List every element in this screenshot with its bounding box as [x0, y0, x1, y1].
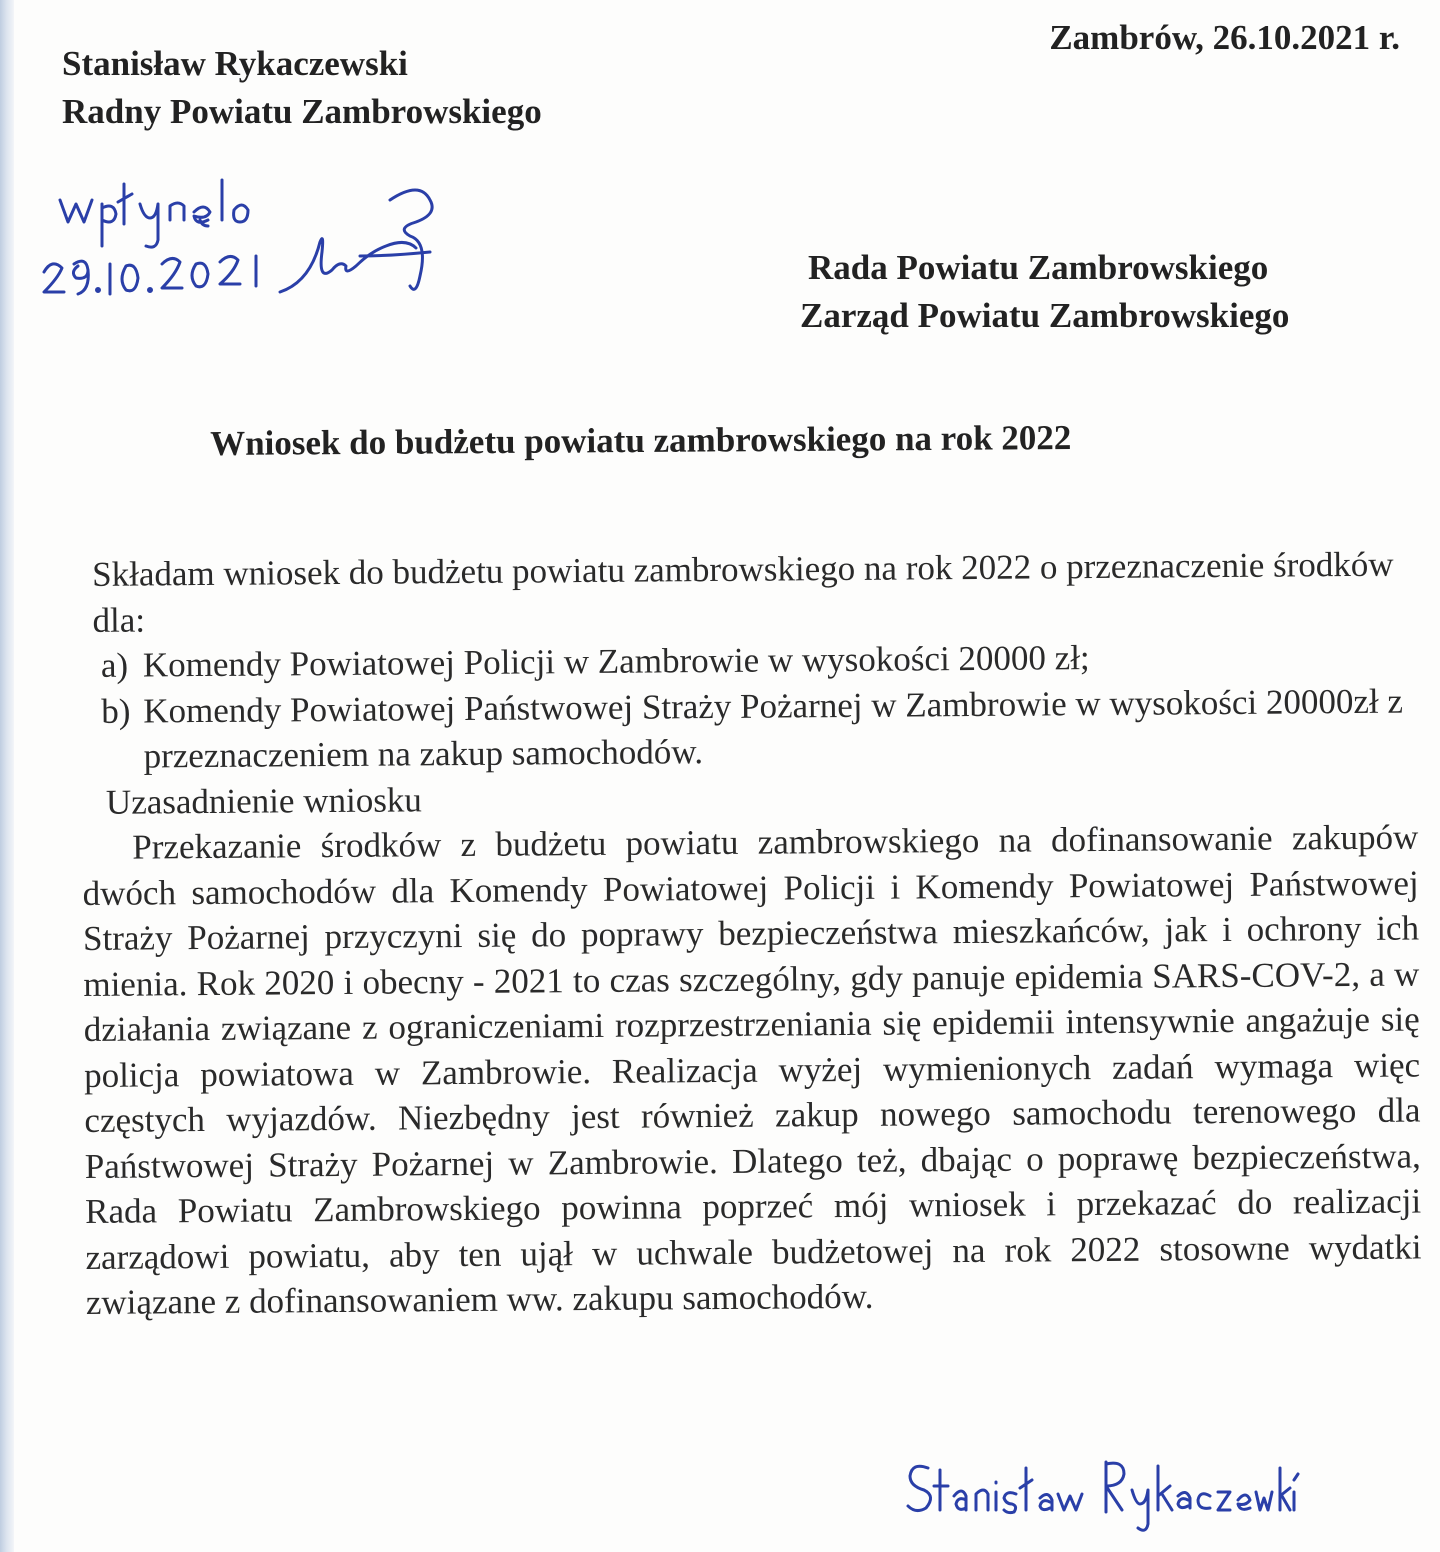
document-title: Wniosek do budżetu powiatu zambrowskiego na rok 2022: [210, 417, 1072, 463]
sender-block: [62, 40, 542, 136]
justification-paragraph: Przekazanie środków z budżetu powiatu zambrowskiego na dofinansowanie zakupów dwóch samochodów dla Komendy Powiatowej Policji i Komendy Powiatowej Państwowej Straży Pożarnej przyczyni się do poprawy bezpieczeństwa mieszkańców, jak i ochrony ich mienia. Rok 2020 i obecny - 2021 to czas szczególny, gdy panuje epidemia SARS-COV-2, a w działania związane z ograniczeniami rozprzestrzeniania się epidemii intensywnie angażuje się policja powiatowa w Zambrowie. Realizacja wyżej wymienionych zadań wymaga więc częstych wyjazdów. Niezbędny jest również zakup nowego samochodu terenowego dla Państwowej Straży Pożarnej w Zambrowie. Dlatego też, dbając o poprawę bezpieczeństwa, Rada Powiatu Zambrowskiego powinna poprzeć mój wniosek i przekazać do realizacji zarządowi powiatu, aby ten ujął w uchwale budżetowej na rok 2022 stosowne wydatki związane z dofinansowaniem ww. zakupu samochodów.: [82, 817, 1422, 1322]
recipient-council: Rada Powiatu Zambrowskiego: [808, 248, 1269, 287]
place-date: Zambrów, 26.10.2021 r.: [1049, 18, 1400, 57]
scan-edge: [0, 0, 14, 1552]
document-body: [80, 541, 1428, 1325]
received-stamp-handwriting: [30, 160, 470, 310]
recipient-board: Zarząd Powiatu Zambrowskiego: [800, 296, 1290, 335]
handwritten-signature: [900, 1440, 1300, 1550]
list-item-text: Komendy Powiatowej Policji w Zambrowie w wysokości 20000 zł;: [142, 638, 1090, 685]
sender-role: Radny Powiatu Zambrowskiego: [62, 92, 542, 131]
justification-heading: Uzasadnienie wniosku: [105, 779, 422, 822]
list-item: [101, 678, 1424, 779]
intro-paragraph: Składam wniosek do budżetu powiatu zambrowskiego na rok 2022 o przeznaczenie środków dla:: [92, 544, 1394, 640]
sender-name: Stanisław Rykaczewski: [62, 44, 408, 83]
list-item-marker: a): [100, 645, 129, 685]
list-item-marker: b): [101, 691, 131, 731]
list-item-text: Komendy Powiatowej Państwowej Straży Pożarnej w Zambrowie w wysokości 20000zł z przeznaczeniem na zakup samochodów.: [143, 681, 1404, 776]
recipients-block: [800, 244, 1289, 340]
allocation-list: [81, 632, 1424, 779]
